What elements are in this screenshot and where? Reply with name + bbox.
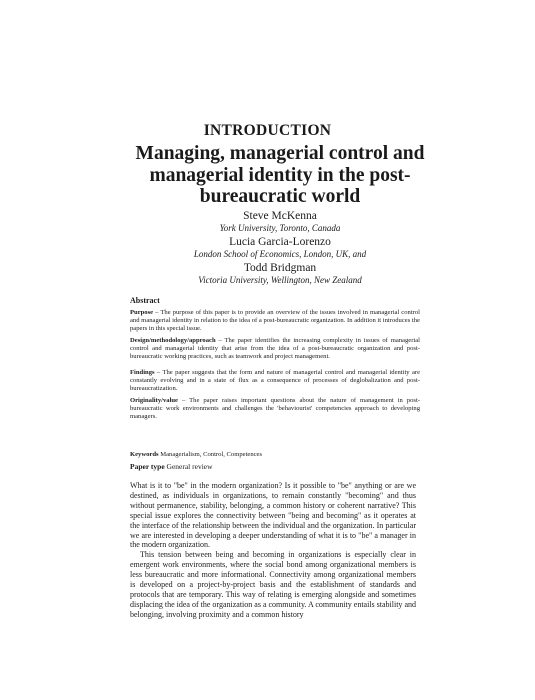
abstract-label: Findings [130,369,155,376]
abstract-heading: Abstract [130,296,160,305]
paper-type [130,462,213,471]
keywords-label: Keywords [130,451,159,458]
author-name: Todd Bridgman [243,262,317,274]
author-name: Steve McKenna [243,210,317,222]
abstract-design [130,337,420,361]
author-block [150,209,410,234]
author-block [150,261,410,286]
article-title: Managing, managerial control and managerial identity in the post-bureaucratic world [135,143,425,207]
section-heading: INTRODUCTION [203,122,332,139]
author-affiliation: York University, Toronto, Canada [219,223,341,233]
body-text [130,481,416,620]
abstract-label: Purpose [130,309,154,316]
author-affiliation: London School of Economics, London, UK, and [193,249,367,259]
author-name: Lucia Garcia-Lorenzo [229,236,331,248]
abstract-label: Design/methodology/approach [130,337,216,344]
abstract-purpose [130,309,420,333]
abstract-text: – The purpose of this paper is to provide an overview of the issues involved in managerial control and managerial identity in relation to the idea of a post-bureaucratic organization. In addition it introduces the papers in this special issue. [130,309,420,332]
paper-type-text: General review [164,462,213,471]
abstract-findings [130,369,420,393]
body-paragraph: What is it to "be" in the modern organization? Is it possible to "be" anything or are we destined, as individuals in organizations, to remain constantly "becoming" and thus without permanence, stability, belonging, a common history or coherent narrative? This special issue explores the connectivity between "being and becoming" as it operates at the interface of the relationship between the individual and the organization. In particular we are interested in developing a deeper understanding of what it is to "be" a manager in the modern organization. [130,481,416,550]
body-paragraph: This tension between being and becoming in organizations is especially clear in emergent work environments, where the social bond among organizational members is less bureaucratic and more informational. Connectivity among organizational members is developed on a project-by-project basis and the establishment of standards and protocols that are temporary. This way of relating is emerging alongside and sometimes displacing the idea of the organization as a community. A community entails stability and belonging, involving proximity and a common history [130,550,416,619]
keywords [130,451,262,458]
abstract-originality [130,397,420,421]
abstract-text: – The paper raises important questions about the nature of management in post-bureaucratic work environments and challenges the 'behaviourist' competencies approach to developing managers. [130,397,420,420]
author-block [150,235,410,260]
keywords-text: Managerialism, Control, Competences [158,451,263,458]
author-affiliation: Victoria University, Wellington, New Zealand [198,275,362,285]
abstract-label: Originality/value [130,397,178,404]
paper-type-label: Paper type [130,462,165,471]
abstract-text: – The paper suggests that the form and nature of managerial control and managerial identity are constantly evolving and in a state of flux as a consequence of processes of deglobalization and post-bureaucratization. [130,369,420,392]
abstract-text: – The paper identifies the increasing complexity in issues of managerial control and managerial identity that arise from the idea of a post-bureaucratic organization and post-bureaucratic working practices, such as teamwork and project management. [130,337,420,360]
